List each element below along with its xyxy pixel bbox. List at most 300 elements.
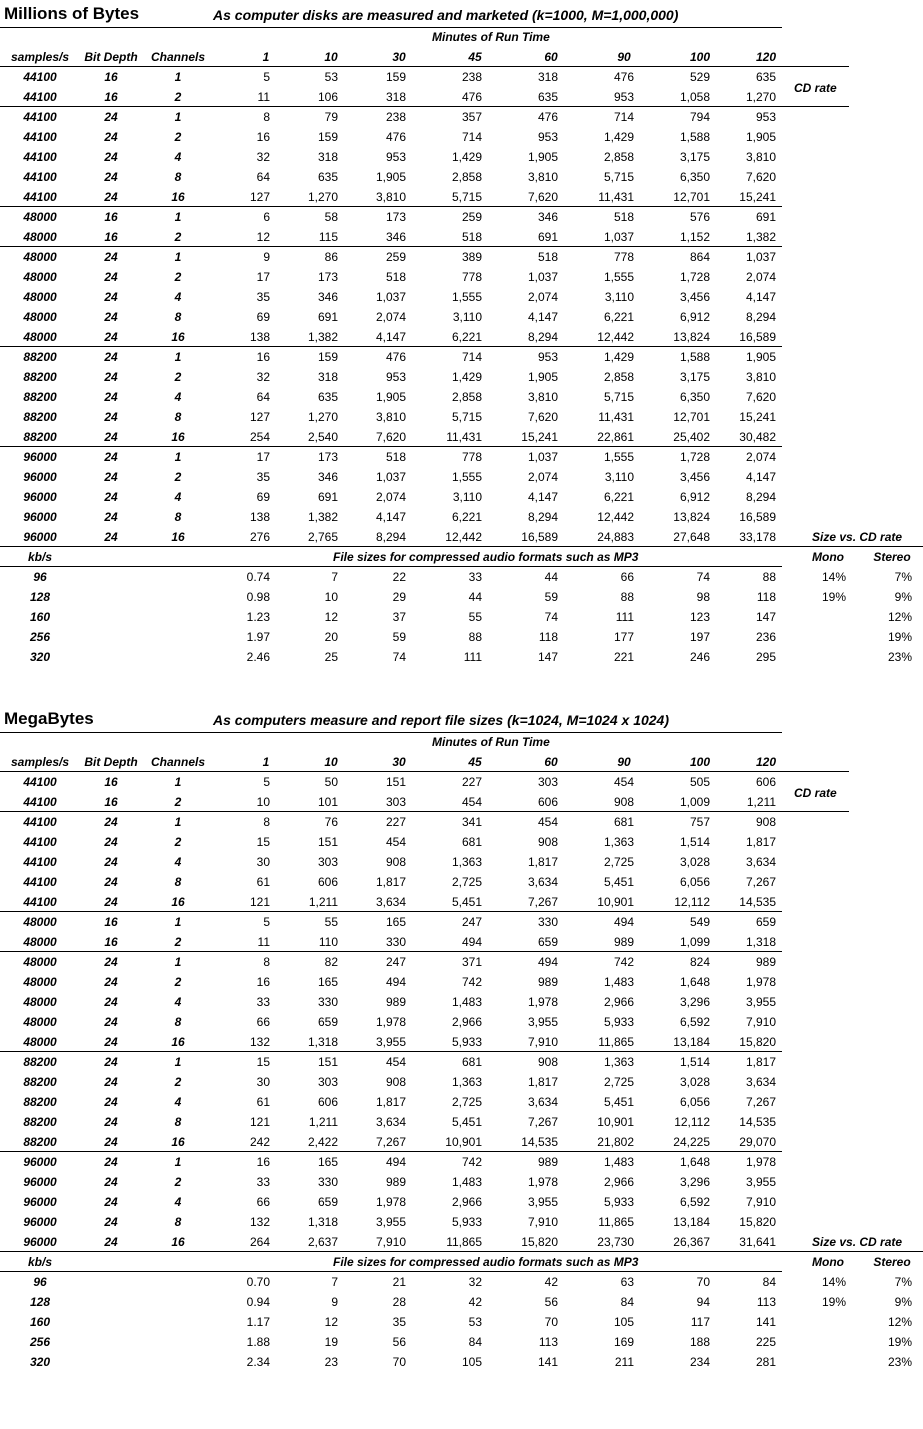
size-cell: 61: [256, 875, 270, 889]
size-cell: 5,451: [603, 1095, 634, 1109]
size-cell: 8,294: [745, 310, 776, 324]
size-cell: 24,225: [673, 1135, 710, 1149]
group-divider: [0, 1051, 782, 1052]
group-divider: [0, 346, 782, 347]
channels-cell: 16: [171, 530, 185, 544]
bit-depth-cell: 24: [104, 470, 118, 484]
size-cell: 7,620: [527, 190, 558, 204]
size-cell: 3,955: [745, 995, 776, 1009]
size-cell: 1,978: [375, 1195, 406, 1209]
compressed-size-cell: 234: [689, 1355, 710, 1369]
size-cell: 1,363: [603, 835, 634, 849]
cd-rate-label: CD rate: [794, 81, 837, 95]
size-cell: 58: [324, 210, 338, 224]
size-cell: 22,861: [597, 430, 634, 444]
compressed-size-cell: 37: [392, 610, 406, 624]
size-cell: 12: [256, 230, 270, 244]
size-cell: 3,955: [745, 1175, 776, 1189]
compressed-size-cell: 70: [696, 1275, 710, 1289]
size-cell: 6,912: [679, 490, 710, 504]
channels-cell: 4: [174, 995, 182, 1009]
size-cell: 7,620: [527, 410, 558, 424]
size-cell: 529: [689, 70, 710, 84]
size-cell: 151: [317, 835, 338, 849]
compressed-size-cell: 74: [544, 610, 558, 624]
compressed-size-cell: 29: [392, 590, 406, 604]
channels-cell: 2: [174, 835, 182, 849]
compressed-row: [0, 1332, 923, 1352]
size-cell: 742: [613, 955, 634, 969]
size-cell: 5,715: [603, 170, 634, 184]
compressed-header-row: [0, 1252, 923, 1272]
channels-cell: 16: [171, 895, 185, 909]
compressed-size-cell: 88: [468, 630, 482, 644]
compressed-size-cell: 113: [538, 1335, 558, 1349]
compressed-size-cell: 0.74: [246, 570, 270, 584]
minutes-of-run-time-label: Minutes of Run Time: [432, 30, 550, 44]
channels-cell: 8: [174, 310, 182, 324]
size-cell: 549: [689, 915, 710, 929]
size-cell: 330: [317, 1175, 338, 1189]
size-cell: 12,701: [673, 190, 710, 204]
size-cell: 33: [256, 1175, 270, 1189]
size-cell: 606: [317, 875, 338, 889]
size-cell: 264: [249, 1235, 270, 1249]
bit-depth-cell: 24: [104, 370, 118, 384]
compressed-size-cell: 88: [620, 590, 634, 604]
table-row: [0, 892, 923, 912]
compressed-size-cell: 111: [615, 610, 634, 624]
size-cell: 13,184: [673, 1215, 710, 1229]
table-row: [0, 467, 923, 487]
size-cell: 5,715: [603, 390, 634, 404]
size-cell: 10: [256, 795, 270, 809]
size-cell: 989: [755, 955, 776, 969]
table-row: [0, 972, 923, 992]
size-cell: 4,147: [745, 470, 776, 484]
size-cell: 3,810: [745, 150, 776, 164]
compressed-size-cell: 1.17: [246, 1315, 270, 1329]
sample-rate-cell: 48000: [23, 1035, 57, 1049]
size-cell: 1,037: [745, 250, 776, 264]
cd-rate-bottom-line: [782, 106, 849, 107]
bit-depth-cell: 24: [104, 130, 118, 144]
compressed-size-cell: 221: [613, 650, 634, 664]
header-minute: 90: [617, 50, 631, 64]
size-cell: 494: [385, 975, 406, 989]
size-cell: 66: [256, 1015, 270, 1029]
size-cell: 1,099: [679, 935, 710, 949]
size-cell: 5,933: [451, 1035, 482, 1049]
sample-rate-cell: 96000: [23, 530, 57, 544]
bit-depth-cell: 24: [104, 290, 118, 304]
sample-rate-cell: 44100: [23, 855, 57, 869]
size-cell: 2,966: [451, 1015, 482, 1029]
table-row: [0, 1052, 923, 1072]
size-cell: 15,241: [739, 190, 776, 204]
table-row: [0, 267, 923, 287]
size-cell: 1,037: [603, 230, 634, 244]
size-cell: 953: [755, 110, 776, 124]
kbs-cell: 128: [29, 1295, 51, 1309]
size-cell: 989: [385, 995, 406, 1009]
size-cell: 12,112: [674, 895, 710, 909]
size-cell: 303: [317, 1075, 338, 1089]
size-cell: 5,933: [603, 1195, 634, 1209]
compressed-size-cell: 55: [468, 610, 482, 624]
bit-depth-cell: 24: [104, 270, 118, 284]
size-cell: 714: [461, 350, 482, 364]
size-cell: 1,905: [375, 390, 406, 404]
size-cell: 518: [613, 210, 634, 224]
size-cell: 1,514: [679, 1055, 710, 1069]
size-cell: 7,910: [375, 1235, 406, 1249]
size-cell: 276: [249, 530, 270, 544]
size-cell: 681: [461, 835, 482, 849]
size-cell: 3,110: [452, 490, 482, 504]
size-cell: 227: [385, 815, 406, 829]
size-cell: 8: [263, 110, 270, 124]
size-cell: 1,817: [527, 855, 558, 869]
size-cell: 2,074: [745, 270, 776, 284]
compressed-size-cell: 1.23: [246, 610, 270, 624]
size-cell: 3,810: [527, 170, 558, 184]
size-cell: 3,634: [745, 1075, 776, 1089]
size-cell: 27,648: [673, 530, 710, 544]
table-row: [0, 227, 923, 247]
size-cell: 1,483: [451, 995, 482, 1009]
size-cell: 8,294: [375, 530, 406, 544]
compressed-size-cell: 147: [755, 610, 776, 624]
kbs-cell: 256: [29, 1335, 51, 1349]
channels-cell: 2: [174, 230, 182, 244]
size-cell: 346: [317, 470, 338, 484]
size-cell: 3,296: [679, 1175, 710, 1189]
bit-depth-cell: 24: [104, 1195, 118, 1209]
table-row: [0, 1112, 923, 1132]
size-cell: 13,184: [673, 1035, 710, 1049]
size-cell: 53: [324, 70, 338, 84]
channels-cell: 1: [174, 1055, 182, 1069]
size-cell: 247: [385, 955, 406, 969]
bit-depth-cell: 24: [104, 150, 118, 164]
group-divider: [0, 811, 782, 812]
table-row: [0, 427, 923, 447]
size-cell: 238: [461, 70, 482, 84]
group-divider: [0, 106, 782, 107]
size-cell: 1,588: [679, 350, 710, 364]
bit-depth-cell: 16: [104, 230, 118, 244]
size-cell: 3,955: [375, 1215, 406, 1229]
size-cell: 659: [317, 1195, 338, 1209]
size-cell: 1,728: [679, 450, 710, 464]
size-cell: 1,728: [679, 270, 710, 284]
channels-cell: 8: [174, 1015, 182, 1029]
size-cell: 1,270: [745, 90, 776, 104]
bit-depth-cell: 24: [104, 170, 118, 184]
compressed-size-cell: 0.98: [246, 590, 270, 604]
compressed-size-cell: 98: [696, 590, 710, 604]
mono-ratio-cell: 14%: [821, 1275, 846, 1289]
compressed-size-cell: 188: [689, 1335, 710, 1349]
size-cell: 3,810: [527, 390, 558, 404]
size-cell: 15,820: [521, 1235, 558, 1249]
compressed-row: [0, 1312, 923, 1332]
group-divider: [0, 951, 782, 952]
size-cell: 454: [613, 775, 634, 789]
channels-cell: 8: [174, 1115, 182, 1129]
compressed-row: [0, 607, 923, 627]
sample-rate-cell: 48000: [23, 995, 57, 1009]
compressed-size-cell: 94: [696, 1295, 710, 1309]
size-cell: 635: [317, 170, 338, 184]
size-cell: 1,905: [745, 130, 776, 144]
size-cell: 454: [385, 1055, 406, 1069]
size-cell: 3,110: [452, 310, 482, 324]
size-cell: 7,620: [745, 170, 776, 184]
size-cell: 4,147: [745, 290, 776, 304]
size-cell: 6,912: [679, 310, 710, 324]
channels-cell: 1: [174, 1155, 182, 1169]
size-cell: 864: [689, 250, 710, 264]
sample-rate-cell: 88200: [23, 1135, 57, 1149]
header-minute: 30: [392, 755, 406, 769]
size-cell: 8,294: [527, 330, 558, 344]
sample-rate-cell: 44100: [23, 170, 57, 184]
bit-depth-cell: 24: [104, 1035, 118, 1049]
size-cell: 6,592: [679, 1015, 710, 1029]
size-cell: 2,858: [603, 150, 634, 164]
size-cell: 151: [385, 775, 406, 789]
size-cell: 3,175: [679, 150, 710, 164]
sample-rate-cell: 88200: [23, 410, 57, 424]
table-row: [0, 832, 923, 852]
size-cell: 357: [461, 110, 482, 124]
cd-rate-top-line: [782, 771, 849, 772]
size-cell: 1,382: [745, 230, 776, 244]
bit-depth-cell: 24: [104, 1215, 118, 1229]
mono-ratio-cell: 19%: [821, 1295, 846, 1309]
size-cell: 953: [537, 130, 558, 144]
size-cell: 691: [317, 490, 338, 504]
size-cell: 3,456: [679, 290, 710, 304]
size-cell: 1,318: [307, 1035, 338, 1049]
size-cell: 11,431: [446, 430, 482, 444]
compressed-size-cell: 10: [324, 590, 338, 604]
group-divider: [0, 246, 782, 247]
size-cell: 635: [317, 390, 338, 404]
compressed-size-cell: 246: [689, 650, 710, 664]
compressed-size-cell: 42: [468, 1295, 482, 1309]
table-row: [0, 387, 923, 407]
sample-rate-cell: 96000: [23, 510, 57, 524]
header-bit-depth: Bit Depth: [84, 755, 138, 769]
size-cell: 5,451: [451, 1115, 482, 1129]
size-cell: 303: [317, 855, 338, 869]
size-cell: 33,178: [739, 530, 776, 544]
size-cell: 64: [256, 390, 270, 404]
table-row: [0, 147, 923, 167]
size-cell: 330: [537, 915, 558, 929]
stereo-ratio-cell: 7%: [894, 570, 912, 584]
compressed-size-cell: 9: [331, 1295, 338, 1309]
size-cell: 1,978: [745, 975, 776, 989]
size-cell: 1,211: [308, 895, 338, 909]
table-row: [0, 207, 923, 227]
compressed-size-cell: 0.94: [246, 1295, 270, 1309]
compressed-row: [0, 1352, 923, 1372]
size-cell: 1,429: [451, 150, 482, 164]
table-row: [0, 67, 923, 87]
size-cell: 16,589: [739, 330, 776, 344]
stereo-header: Stereo: [873, 550, 911, 564]
table-row: [0, 1012, 923, 1032]
size-cell: 1,152: [679, 230, 710, 244]
size-cell: 138: [249, 330, 270, 344]
size-cell: 7,620: [375, 430, 406, 444]
cd-rate-bottom-line: [782, 811, 849, 812]
size-cell: 6,221: [451, 510, 482, 524]
size-cell: 778: [461, 270, 482, 284]
size-cell: 5,451: [451, 895, 482, 909]
size-cell: 1,058: [679, 90, 710, 104]
size-cell: 110: [318, 935, 338, 949]
group-divider: [0, 446, 782, 447]
size-cell: 7,267: [527, 1115, 558, 1129]
compressed-size-cell: 63: [620, 1275, 634, 1289]
title-underline: [0, 27, 782, 28]
size-cell: 3,110: [604, 290, 634, 304]
table-row: [0, 247, 923, 267]
size-cell: 14,535: [739, 1115, 776, 1129]
bit-depth-cell: 24: [104, 330, 118, 344]
compressed-size-cell: 7: [331, 570, 338, 584]
compressed-size-cell: 1.88: [246, 1335, 270, 1349]
size-cell: 5,715: [451, 410, 482, 424]
compressed-size-cell: 12: [324, 1315, 338, 1329]
compressed-row: [0, 587, 923, 607]
channels-cell: 4: [174, 490, 182, 504]
size-cell: 371: [461, 955, 482, 969]
size-cell: 2,725: [451, 875, 482, 889]
size-cell: 1,037: [527, 450, 558, 464]
channels-cell: 1: [174, 815, 182, 829]
size-cell: 1,817: [375, 875, 406, 889]
sample-rate-cell: 88200: [23, 1075, 57, 1089]
size-cell: 1,363: [451, 855, 482, 869]
size-cell: 23,730: [597, 1235, 634, 1249]
bit-depth-cell: 24: [104, 1135, 118, 1149]
size-cell: 2,725: [603, 855, 634, 869]
compressed-size-cell: 42: [544, 1275, 558, 1289]
sample-rate-cell: 48000: [23, 935, 57, 949]
compressed-size-cell: 33: [468, 570, 482, 584]
size-cell: 1,555: [603, 270, 634, 284]
size-cell: 341: [461, 815, 482, 829]
size-cell: 454: [537, 815, 558, 829]
size-vs-cd-rate-label: Size vs. CD rate: [812, 1235, 903, 1249]
table-row: [0, 367, 923, 387]
compressed-size-cell: 225: [755, 1335, 776, 1349]
stereo-ratio-cell: 9%: [894, 1295, 912, 1309]
size-cell: 1,905: [527, 370, 558, 384]
kbs-cell: 96: [33, 1275, 47, 1289]
size-cell: 1,905: [527, 150, 558, 164]
stereo-ratio-cell: 23%: [887, 1355, 912, 1369]
size-cell: 1,483: [451, 1175, 482, 1189]
kbs-cell: 160: [29, 610, 51, 624]
size-cell: 13,824: [673, 510, 710, 524]
mono-header: Mono: [812, 550, 844, 564]
header-channels: Channels: [150, 50, 205, 64]
size-cell: 12,112: [674, 1115, 710, 1129]
size-cell: 1,363: [603, 1055, 634, 1069]
size-cell: 318: [537, 70, 558, 84]
size-cell: 714: [613, 110, 634, 124]
size-cell: 691: [537, 230, 558, 244]
size-cell: 69: [256, 490, 270, 504]
size-cell: 132: [249, 1215, 270, 1229]
size-cell: 2,074: [745, 450, 776, 464]
table-row: [0, 407, 923, 427]
compressed-size-cell: 105: [461, 1355, 482, 1369]
bit-depth-cell: 16: [104, 935, 118, 949]
size-cell: 1,905: [745, 350, 776, 364]
table-row: [0, 812, 923, 832]
size-cell: 1,211: [308, 1115, 338, 1129]
size-cell: 10,901: [597, 1115, 634, 1129]
size-cell: 681: [613, 815, 634, 829]
channels-cell: 8: [174, 1215, 182, 1229]
channels-cell: 1: [174, 350, 182, 364]
size-cell: 5: [263, 775, 270, 789]
table-row: [0, 792, 923, 812]
compressed-size-cell: 197: [689, 630, 710, 644]
table-row: [0, 347, 923, 367]
size-cell: 303: [537, 775, 558, 789]
size-cell: 127: [249, 190, 270, 204]
header-minute: 1: [262, 755, 270, 769]
size-cell: 691: [755, 210, 776, 224]
bit-depth-cell: 24: [104, 410, 118, 424]
size-cell: 33: [256, 995, 270, 1009]
table-row: [0, 187, 923, 207]
bit-depth-cell: 16: [104, 70, 118, 84]
compressed-size-cell: 56: [392, 1335, 406, 1349]
channels-cell: 2: [174, 270, 182, 284]
channels-cell: 1: [174, 450, 182, 464]
compressed-size-cell: 66: [620, 570, 634, 584]
size-cell: 953: [537, 350, 558, 364]
bit-depth-cell: 24: [104, 1095, 118, 1109]
title-underline: [0, 732, 782, 733]
size-cell: 3,456: [679, 470, 710, 484]
compressed-size-cell: 70: [392, 1355, 406, 1369]
stereo-ratio-cell: 23%: [887, 650, 912, 664]
size-cell: 5,715: [451, 190, 482, 204]
size-cell: 635: [537, 90, 558, 104]
size-cell: 908: [755, 815, 776, 829]
sample-rate-cell: 48000: [23, 310, 57, 324]
size-cell: 3,955: [375, 1035, 406, 1049]
size-cell: 30: [256, 855, 270, 869]
sample-rate-cell: 44100: [23, 895, 57, 909]
size-cell: 11: [257, 90, 270, 104]
table-row: [0, 1032, 923, 1052]
sample-rate-cell: 96000: [23, 1195, 57, 1209]
size-cell: 31,641: [739, 1235, 776, 1249]
header-minute: 100: [689, 50, 711, 64]
